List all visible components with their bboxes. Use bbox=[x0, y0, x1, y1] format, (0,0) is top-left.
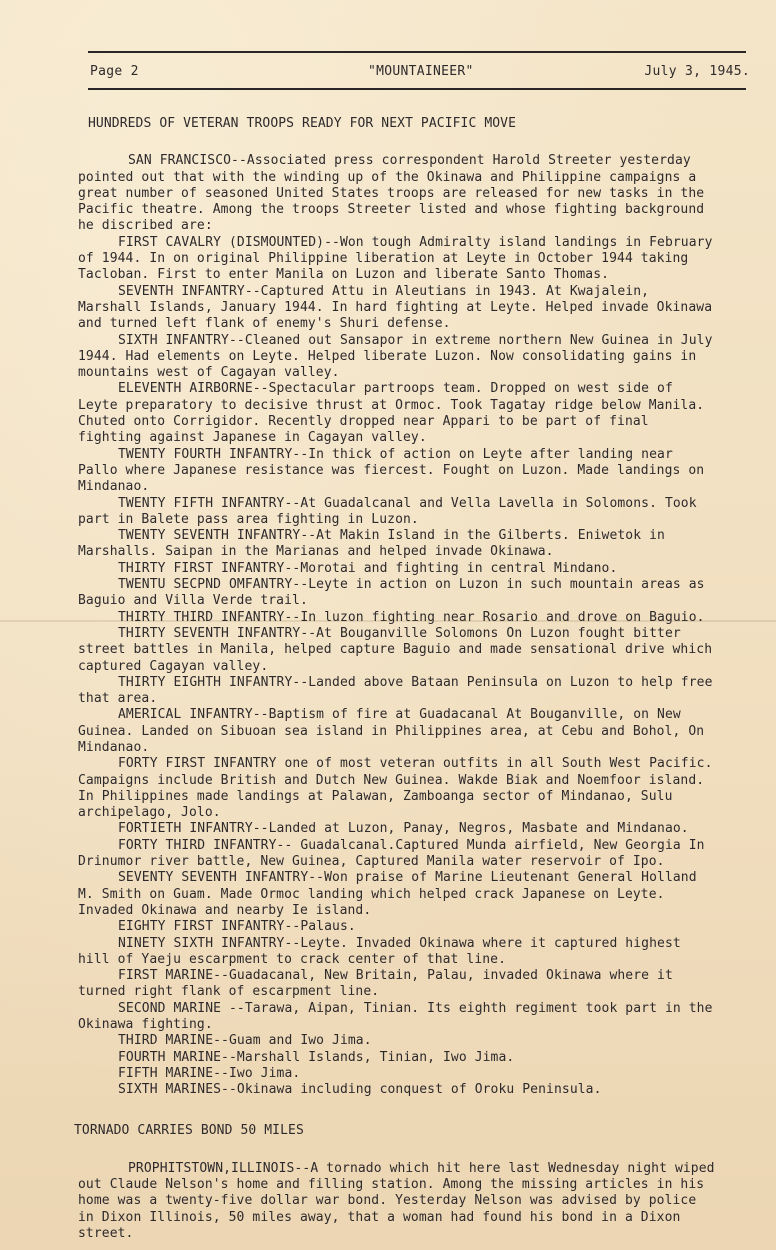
unit-entry-eleventh-airborne: ELEVENTH AIRBORNE--Spectacular partroops team. Dropped on west side of Leyte preparatory to decisive thrust at Ormoc. Took Tagatay ridge below Manila. Chuted onto Corrigidor. Recently dropped near Appari to be part of final fighting against Japanese in Cagayan valley. bbox=[78, 381, 705, 446]
unit-entry-twenty-seventh-infantry: TWENTY SEVENTH INFANTRY--At Makin Island in the Gilberts. Eniwetok in Marshalls. Saipan in the Marianas and helped invade Okinawa. bbox=[78, 528, 665, 560]
newsletter-title: "MOUNTAINEER" bbox=[368, 64, 474, 79]
unit-entry-thirty-first-infantry: THIRTY FIRST INFANTRY--Morotai and fighting in central Mindano. bbox=[118, 560, 618, 576]
unit-entry-fourth-marine: FOURTH MARINE--Marshall Islands, Tinian, Iwo Jima. bbox=[118, 1049, 515, 1065]
unit-entry-twenty-fourth-infantry: TWENTY FOURTH INFANTRY--In thick of action on Leyte after landing near Pallo where Japanese resistance was fiercest. Fought on Luzon. Made landings on Mindanao. bbox=[78, 446, 705, 495]
unit-entry-sixth-infantry: SIXTH INFANTRY--Cleaned out Sansapor in extreme northern New Guinea in July 1944. Had elements on Leyte. Helped liberate Luzon. Now consolidating gains in mountains west of Cagayan valley. bbox=[78, 332, 713, 381]
article-headline: HUNDREDS OF VETERAN TROOPS READY FOR NEXT PACIFIC MOVE bbox=[88, 116, 517, 131]
page-number: Page 2 bbox=[90, 64, 139, 79]
unit-entry-seventy-seventh-infantry: SEVENTY SEVENTH INFANTRY--Won praise of Marine Lieutenant General Holland M. Smith on Guam. Made Ormoc landing which helped crack Japanese on Leyte. Invaded Okinawa and nearby Ie island. bbox=[78, 870, 697, 918]
unit-entry-thirty-second-infantry: TWENTU SECPND OMFANTRY--Leyte in action on Luzon in such mountain areas as Baguio and Villa Verde trail. bbox=[78, 577, 705, 609]
unit-entry-eighty-first-infantry: EIGHTY FIRST INFANTRY--Palaus. bbox=[118, 919, 356, 935]
header-bottom-rule bbox=[88, 88, 746, 90]
unit-entry-third-marine: THIRD MARINE--Guam and Iwo Jima. bbox=[118, 1033, 372, 1049]
unit-entry-forty-first-infantry: FORTY FIRST INFANTRY one of most veteran outfits in all South West Pacific. Campaigns include British and Dutch New Guinea. Wakde Biak and Noemfoor island. In Philippines made landings at Palawan, Zamboanga sector of Mindanao, Sulu archipelago, Jolo. bbox=[78, 756, 713, 821]
tornado-article-body: PROPHITSTOWN,ILLINOIS--A tornado which hit here last Wednesday night wiped out Claude Nelson's home and filling station. Among the missing articles in his home was a twenty-five dollar war bond. Yesterday Nelson was advised by police in Dixon Illinois, 50 miles away, that a woman had found his bond in a Dixon street. bbox=[78, 1160, 715, 1241]
unit-entry-first-cavalry: FIRST CAVALRY (DISMOUNTED)--Won tough Admiralty island landings in February of 1944. In on original Philippine liberation at Leyte in October 1944 taking Tacloban. First to enter Manila on Luzon and liberate Santo Thomas. bbox=[78, 234, 713, 283]
unit-entry-fifth-marine: FIFTH MARINE--Iwo Jima. bbox=[118, 1065, 301, 1081]
article-headline-tornado: TORNADO CARRIES BOND 50 MILES bbox=[74, 1122, 304, 1138]
article-lead-paragraph: SAN FRANCISCO--Associated press correspondent Harold Streeter yesterday pointed out that with the winding up of the Okinawa and Philippine campaigns a great number of seasoned United States troops are released for new tasks in the Pacific theatre. Among the troops Streeter listed and whose fighting background he discribed are: bbox=[78, 153, 705, 234]
unit-entry-thirty-eighth-infantry: THIRTY EIGHTH INFANTRY--Landed above Bataan Peninsula on Luzon to help free that area. bbox=[78, 674, 713, 707]
header-top-rule bbox=[88, 51, 746, 53]
unit-entry-thirty-seventh-infantry: THIRTY SEVENTH INFANTRY--At Bouganville Solomons On Luzon fought bitter street battles in Manila, helped capture Baguio and made sensational drive which captured Cagayan valley. bbox=[78, 625, 713, 674]
unit-entry-seventh-infantry: SEVENTH INFANTRY--Captured Attu in Aleutians in 1943. At Kwajalein, Marshall Islands, January 1944. In hard fighting at Leyte. Helped invade Okinawa and turned left flank of enemy's Shuri defense. bbox=[78, 283, 713, 332]
unit-entry-second-marine: SECOND MARINE --Tarawa, Aipan, Tinian. Its eighth regiment took part in the Okinawa fighting. bbox=[78, 1000, 713, 1033]
unit-entry-americal-infantry: AMERICAL INFANTRY--Baptism of fire at Guadacanal At Bouganville, on New Guinea. Landed on Sibuoan sea island in Philippines area, at Cebu and Bohol, On Mindanao. bbox=[78, 707, 705, 755]
unit-entry-sixth-marines: SIXTH MARINES--Okinawa including conquest of Oroku Peninsula. bbox=[118, 1082, 602, 1098]
issue-date: July 3, 1945. bbox=[644, 64, 750, 79]
unit-entry-forty-third-infantry: FORTY THIRD INFANTRY-- Guadalcanal.Captured Munda airfield, New Georgia In Drinumor river battle, New Guinea, Captured Manila water reservoir of Ipo. bbox=[78, 837, 705, 870]
unit-entry-first-marine: FIRST MARINE--Guadacanal, New Britain, Palau, invaded Okinawa where it turned right flank of escarpment line. bbox=[78, 968, 673, 1000]
unit-entry-fortieth-infantry: FORTIETH INFANTRY--Landed at Luzon, Panay, Negros, Masbate and Mindanao. bbox=[118, 821, 689, 837]
page-body bbox=[74, 116, 718, 1242]
unit-entry-thirty-third-infantry: THIRTY THIRD INFANTRY--In luzon fighting near Rosario and drove on Baguio. bbox=[118, 609, 705, 625]
unit-entry-ninety-sixth-infantry: NINETY SIXTH INFANTRY--Leyte. Invaded Okinawa where it captured highest hill of Yaeju escarpment to crack center of that line. bbox=[78, 935, 681, 967]
unit-entry-twenty-fifth-infantry: TWENTY FIFTH INFANTRY--At Guadalcanal and Vella Lavella in Solomons. Took part in Balete pass area fighting in Luzon. bbox=[78, 495, 697, 527]
